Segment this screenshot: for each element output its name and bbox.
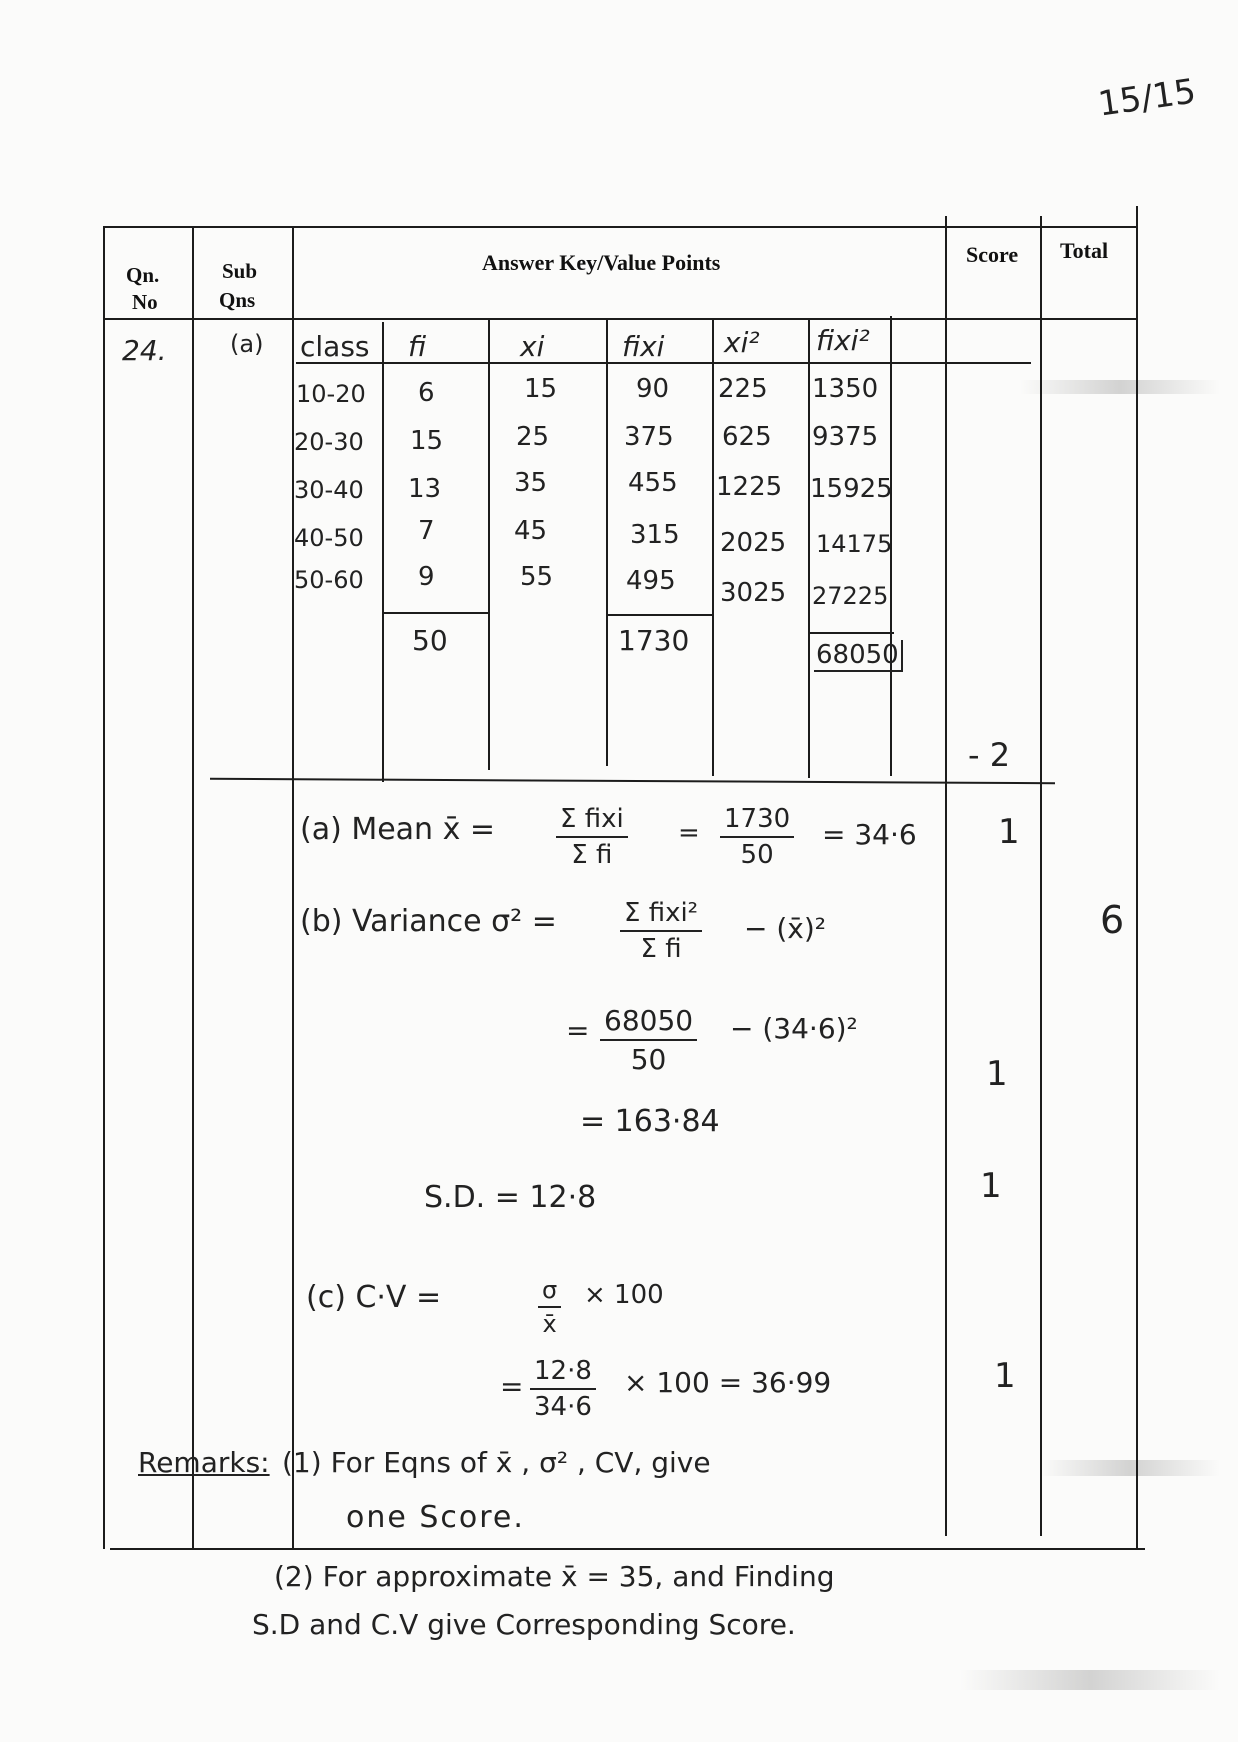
table-cell: 1350 xyxy=(812,374,879,404)
cv-label: (c) C·V = xyxy=(306,1280,442,1315)
total-fi: 50 xyxy=(412,624,448,657)
table-border-right xyxy=(1136,206,1138,1548)
mean-formula-den: Σ fi xyxy=(571,840,613,870)
table-cell: 375 xyxy=(624,422,674,452)
table-cell: 7 xyxy=(418,516,435,546)
freq-col-line xyxy=(712,318,714,776)
table-cell: 25 xyxy=(516,422,550,452)
fixi-total-line xyxy=(608,614,712,616)
header-score: Score xyxy=(966,242,1019,267)
table-cell: 455 xyxy=(628,468,678,498)
mean-equals: = xyxy=(678,818,700,848)
column-divider-sub xyxy=(192,226,194,1549)
table-cell: 90 xyxy=(636,374,670,404)
variance-step-minus: − (34·6)² xyxy=(730,1012,858,1045)
freq-col-line xyxy=(808,318,810,778)
freq-header-xi: xi xyxy=(520,330,545,363)
variance-formula-den: Σ fi xyxy=(640,934,682,964)
table-border-left xyxy=(103,226,105,1549)
variance-step-num: 68050 xyxy=(600,1004,697,1041)
variance-step-den: 50 xyxy=(630,1043,667,1076)
table-cell: 6 xyxy=(418,378,435,408)
table-cell: 20-30 xyxy=(294,428,364,456)
total-fixi: 1730 xyxy=(618,624,690,657)
remarks-line-3: (2) For approximate x̄ = 35, and Finding xyxy=(274,1560,835,1593)
freq-header-fixi: fixi xyxy=(622,330,665,363)
table-cell: 15 xyxy=(524,374,558,404)
table-cell: 15 xyxy=(410,426,444,456)
table-cell: 225 xyxy=(718,374,768,404)
cv-step-equals: = xyxy=(500,1370,524,1403)
sub-question: (a) xyxy=(230,330,264,358)
table-cell: 14175 xyxy=(816,530,893,558)
cv-step-num: 12·8 xyxy=(530,1356,596,1390)
freq-table-bottom xyxy=(210,778,1055,784)
mean-score: 1 xyxy=(998,812,1020,852)
table-cell: 3025 xyxy=(720,578,787,608)
mean-result: = 34·6 xyxy=(822,818,917,851)
column-divider-total xyxy=(1040,216,1042,1536)
table-cell: 40-50 xyxy=(294,524,364,552)
table-cell: 495 xyxy=(626,566,676,596)
freq-col-line xyxy=(382,322,384,782)
mean-formula-num: Σ fixi xyxy=(556,804,628,838)
remarks-line-1: (1) For Eqns of x̄ , σ² , CV, give xyxy=(282,1446,711,1479)
fixi2-total-line xyxy=(810,632,894,634)
header-sub: Sub xyxy=(222,259,258,283)
header-sub-qns: Qns xyxy=(219,288,256,312)
header-total: Total xyxy=(1060,238,1109,263)
column-divider-score xyxy=(945,216,947,1536)
sd-line: S.D. = 12·8 xyxy=(424,1180,597,1215)
variance-formula-num: Σ fixi² xyxy=(620,898,702,932)
cv-step-rest: × 100 = 36·99 xyxy=(624,1366,832,1399)
table-cell: 2025 xyxy=(720,528,787,558)
header-qn: Qn. xyxy=(126,263,160,287)
table-cell: 35 xyxy=(514,468,548,498)
scan-smudge xyxy=(1040,1460,1220,1476)
table-cell: 15925 xyxy=(810,474,893,504)
column-divider-answer xyxy=(292,226,294,1549)
cv-formula xyxy=(538,1276,561,1338)
freq-header-class: class xyxy=(300,330,370,363)
score-table: - 2 xyxy=(968,736,1011,774)
table-cell: 45 xyxy=(514,516,548,546)
cv-formula-den: x̄ xyxy=(542,1310,557,1338)
table-cell: 50-60 xyxy=(294,566,364,594)
freq-col-line xyxy=(488,320,490,770)
freq-header-fi: fi xyxy=(408,330,427,363)
table-cell: 9 xyxy=(418,562,435,592)
mean-formula xyxy=(556,804,628,870)
table-cell: 1225 xyxy=(716,472,783,502)
cv-times: × 100 xyxy=(584,1280,664,1310)
table-border-top xyxy=(103,226,1138,228)
mean-label: (a) Mean x̄ = xyxy=(300,812,496,847)
variance-label: (b) Variance σ² = xyxy=(300,904,557,939)
table-cell: 625 xyxy=(722,422,772,452)
header-separator xyxy=(103,318,1138,320)
table-cell: 9375 xyxy=(812,422,879,452)
variance-step-equals: = xyxy=(566,1014,590,1047)
header-answer-key: Answer Key/Value Points xyxy=(482,250,721,275)
cv-step xyxy=(530,1356,596,1422)
cv-formula-num: σ xyxy=(538,1276,561,1308)
fi-total-line xyxy=(384,612,490,614)
header-qn-no: No xyxy=(132,290,158,314)
variance-result: = 163·84 xyxy=(580,1104,720,1139)
page-mark: 15/15 xyxy=(1095,71,1199,125)
variance-score: 1 xyxy=(986,1054,1008,1094)
scan-smudge xyxy=(1020,380,1220,394)
table-cell: 30-40 xyxy=(294,476,364,504)
table-cell: 315 xyxy=(630,520,680,550)
total-score: 6 xyxy=(1100,898,1125,942)
remarks-line-2: one Score. xyxy=(346,1500,525,1535)
freq-header-xi2: xi² xyxy=(724,326,760,359)
variance-step xyxy=(600,1004,697,1076)
table-cell: 55 xyxy=(520,562,554,592)
mean-values xyxy=(720,804,794,870)
mean-values-num: 1730 xyxy=(720,804,794,838)
variance-minus: − (x̄)² xyxy=(744,912,827,945)
variance-formula xyxy=(620,898,702,964)
freq-header-fixi2: fixi² xyxy=(816,324,870,357)
table-cell: 10-20 xyxy=(296,380,366,408)
remarks-line-4: S.D and C.V give Corresponding Score. xyxy=(252,1608,796,1641)
table-cell: 27225 xyxy=(812,582,889,610)
table-cell: 13 xyxy=(408,474,442,504)
total-fixi2: 68050 xyxy=(814,640,903,672)
cv-score: 1 xyxy=(994,1356,1016,1396)
scan-smudge xyxy=(960,1670,1220,1690)
table-border-bottom xyxy=(110,1548,1145,1550)
remarks-label: Remarks: xyxy=(138,1446,270,1479)
question-number: 24. xyxy=(122,334,167,367)
sd-score: 1 xyxy=(980,1166,1002,1206)
freq-col-line xyxy=(606,318,608,766)
cv-step-den: 34·6 xyxy=(534,1392,592,1422)
mean-values-den: 50 xyxy=(740,840,774,870)
